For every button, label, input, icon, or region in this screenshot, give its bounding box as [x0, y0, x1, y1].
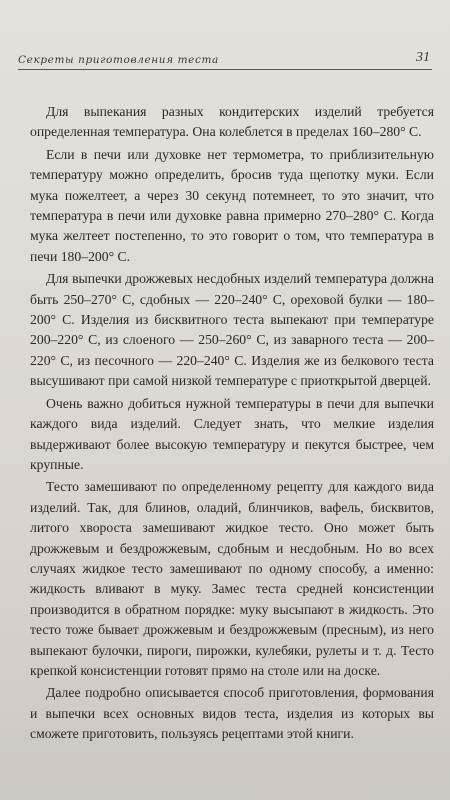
paragraph-flour-test: Если в печи или духовке нет термометра, то приблизительную температуру можно определить, бросив туда щепотку муки. Если мука пожелтеет, а через 30 секунд потемнеет, то это значит, что температура в печи или духовке равна примерно 270–280° С. Когда мука желтеет постепенно, то это говорит о том, что температура в печи 180–200° С. — [30, 146, 434, 264]
paragraph-temperature-range: Для выпекания разных кондитерских изделий требуется определенная температура. Она колеблется в пределах 160–280° С. — [30, 104, 434, 140]
paragraph-conclusion: Далее подробно описывается способ приготовления, формования и выпечки всех основных видов теста, изделия из которых вы сможете приготовить, пользуясь рецептами этой книги. — [30, 685, 434, 742]
paragraph-dough-mixing: Тесто замешивают по определенному рецепту для каждого вида изделий. Так, для блинов, оладий, блинчиков, вафель, бисквитов, литого хвороста замешивают жидкое тесто. Оно может быть дрожжевым и бездрожжевым, сдобным и несдобным. Но во всех случаях жидкое тесто замешивают по одному способу, а именно: жидкость вливают в муку. Замес теста средней консистенции производится в обратном порядке: муку высыпают в жидкость. Это тесто тоже бывает дрожжевым и бездрожжевым (пресным), из него выпекают булочки, пироги, пирожки, кулебяки, рулеты и т. д. Тесто крепкой консистенции готовят прямо на столе или на доске. — [30, 479, 434, 678]
page-number: 31 — [416, 50, 430, 65]
running-title: Секреты приготовления теста — [18, 54, 219, 66]
body-text — [30, 102, 434, 747]
paragraph-small-items: Очень важно добиться нужной температуры в печи для выпечки каждого вида изделий. Следует знать, что мелкие изделия выдерживают более высокую температуру и пекутся быстрее, чем крупные. — [30, 395, 434, 472]
paragraph-baking-temperatures: Для выпечки дрожжевых несдобных изделий температура должна быть 250–270° С, сдобных — 220–240° С, ореховой булки — 180–200° С. Изделия из бисквитного теста выпекают при температуре 200–220° С, из слоеного — 250–260° С, из заварного теста — 200–220° С, из песочного — 220–240° С. Изделия же из белкового теста высушивают при самой низкой температуре с приоткрытой дверцей. — [30, 271, 434, 389]
header-rule — [18, 69, 432, 70]
running-head — [18, 44, 434, 66]
